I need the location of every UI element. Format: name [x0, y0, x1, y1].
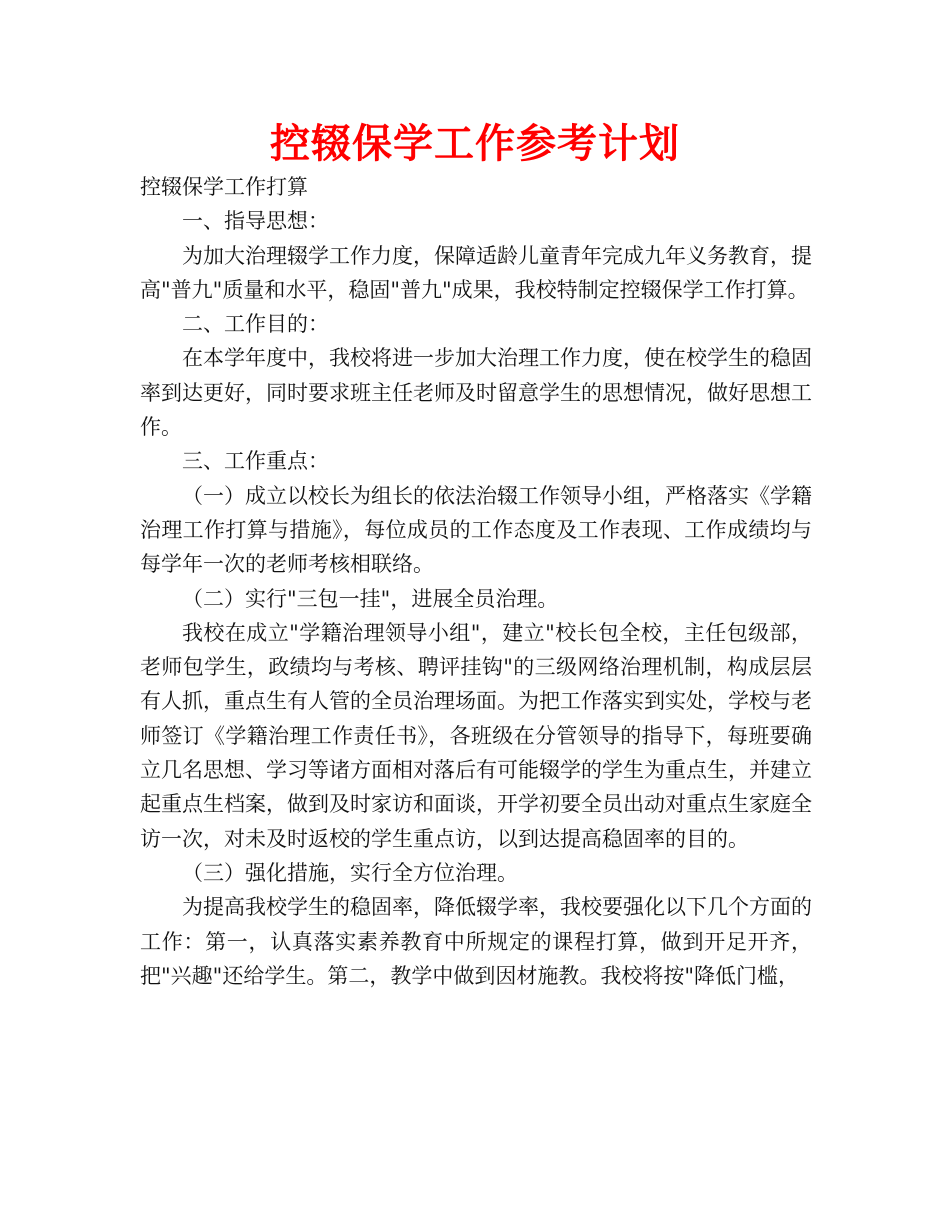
document-title: 控辍保学工作参考计划 — [270, 121, 680, 167]
section-heading-work-goal: 二、工作目的： — [182, 312, 329, 337]
document-body — [140, 170, 812, 993]
paragraph-focus-one: （一）成立以校长为组长的依法治辍工作领导小组，严格落实《学籍治理工作打算与措施》，每位成员的工作态度及工作表现、工作成绩均与每学年一次的老师考核相联络。 — [140, 483, 812, 577]
paragraph-focus-two-heading: （二）实行"三包一挂"，进展全员治理。 — [182, 586, 559, 611]
section-heading-guiding-thought: 一、指导思想： — [182, 209, 329, 234]
paragraph-guiding-thought: 为加大治理辍学工作力度，保障适龄儿童青年完成九年义务教育，提高"普九"质量和水平，稳固"普九"成果，我校特制定控辍保学工作打算。 — [140, 243, 812, 302]
section-heading-work-focus: 三、工作重点： — [182, 449, 329, 474]
paragraph-focus-three-heading: （三）强化措施，实行全方位治理。 — [182, 860, 518, 885]
subtitle-paragraph: 控辍保学工作打算 — [140, 175, 308, 199]
paragraph-focus-two-body: 我校在成立"学籍治理领导小组"，建立"校长包全校，主任包级部，老师包学生，政绩均与考核、聘评挂钩"的三级网络治理机制，构成层层有人抓，重点生有人管的全员治理场面。为把工作落实到实处，学校与老师签订《学籍治理工作责任书》，各班级在分管领导的指导下，每班要确立几名思想、学习等诸方面相对落后有可能辍学的学生为重点生，并建立起重点生档案，做到及时家访和面谈，开学初要全员出动对重点生家庭全访一次，对未及时返校的学生重点访，以到达提高稳固率的目的。 — [140, 620, 812, 851]
paragraph-focus-three-body: 为提高我校学生的稳固率，降低辍学率，我校要强化以下几个方面的工作：第一，认真落实素养教育中所规定的课程打算，做到开足开齐，把"兴趣"还给学生。第二，教学中做到因材施教。我校将按"降低门槛， — [140, 895, 812, 988]
paragraph-work-goal: 在本学年度中，我校将进一步加大治理工作力度，使在校学生的稳固率到达更好，同时要求班主任老师及时留意学生的思想情况，做好思想工作。 — [140, 346, 812, 440]
